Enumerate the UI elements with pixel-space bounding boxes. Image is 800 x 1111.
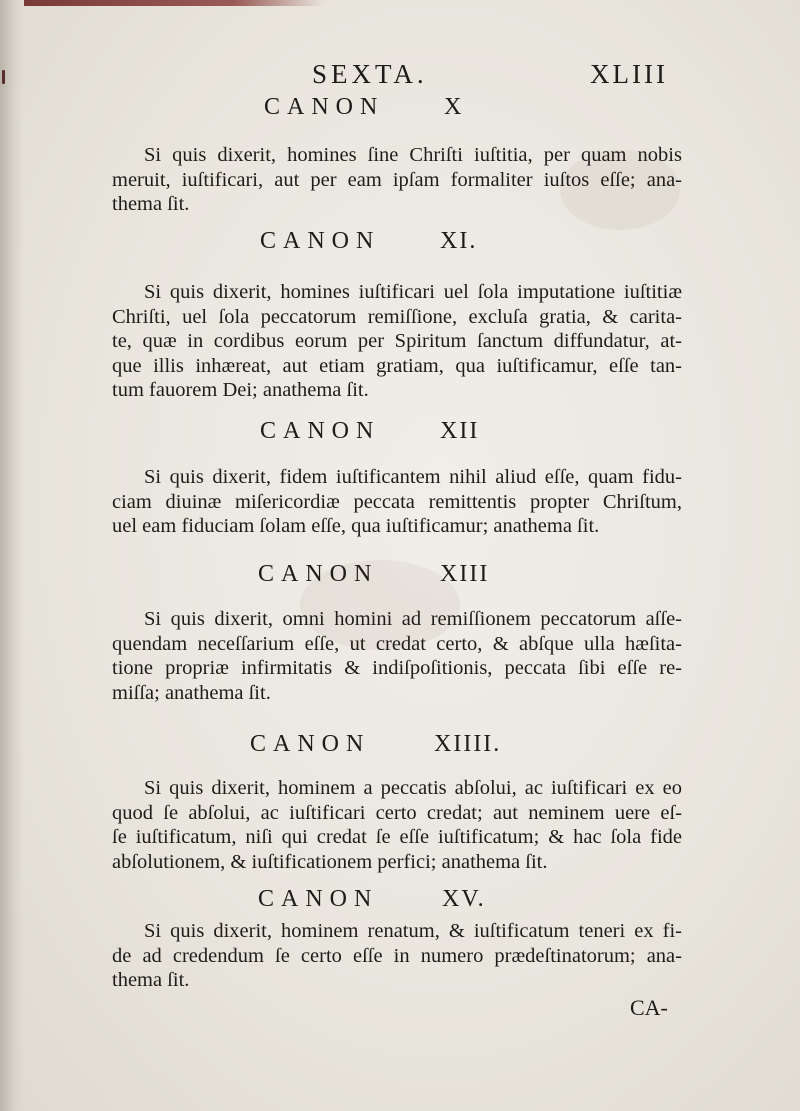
canon-number: XI. [440, 228, 478, 254]
canon-heading [260, 416, 480, 446]
text-line: miſſa; anathema ſit. [112, 681, 271, 704]
running-head-title: SEXTA. [312, 59, 428, 89]
text-line: uel eam fiduciam ſolam eſſe, qua iuſtificamur; anathema ſit. [112, 515, 600, 537]
canon-label: CANON [250, 731, 371, 757]
canon-heading [258, 559, 490, 589]
text-line: ciam diuinæ miſericordiæ peccata remittentis propter Chriſtum, [112, 490, 682, 513]
canon-number: X [444, 94, 464, 120]
canon-number: XV. [442, 886, 486, 912]
canon-number: XIII [440, 561, 490, 587]
canon-label: CANON [258, 886, 379, 912]
canon-label: CANON [260, 418, 381, 444]
text-line: quendam neceſſarium eſſe, ut credat certo, & abſque ulla hæſita- [112, 632, 682, 655]
canon-text [112, 919, 682, 993]
text-line: Si quis dixerit, homines iuſtificari uel ſola imputatione iuſtitiæ [144, 281, 682, 303]
canon-heading [250, 729, 502, 759]
text-line: thema ſit. [112, 193, 190, 215]
canon-label: CANON [260, 228, 381, 254]
text-line: que illis inhæreat, aut etiam gratiam, qua iuſtificamur, eſſe tan- [112, 354, 682, 377]
text-line: te, quæ in cordibus eorum per Spiritum ſanctum diffundatur, at- [112, 330, 682, 352]
text-line: abſolutionem, & iuſtificationem perfici; anathema ſit. [112, 850, 548, 873]
canon-heading [264, 92, 464, 122]
text-line: Si quis dixerit, fidem iuſtificantem nihil aliud eſſe, quam fidu- [144, 466, 682, 488]
text-line: Si quis dixerit, omni homini ad remiſſionem peccatorum aſſe- [144, 608, 682, 630]
text-line: tum fauorem Dei; anathema ſit. [112, 379, 369, 401]
text-line: thema ſit. [112, 969, 190, 991]
catchword: CA- [630, 995, 668, 1020]
folio-number: XLIII [590, 59, 668, 89]
binding-edge [24, 0, 324, 6]
text-line: Si quis dixerit, hominem a peccatis abſolui, ac iuſtificari ex eo [144, 777, 682, 799]
canon-label: CANON [264, 94, 385, 120]
margin-mark [2, 70, 5, 84]
text-line: Chriſti, uel ſola peccatorum remiſſione, excluſa gratia, & carita- [112, 305, 682, 328]
text-line: tione propriæ infirmitatis & indiſpoſitionis, peccata ſibi eſſe re- [112, 657, 682, 679]
text-line: meruit, iuſtificari, aut per eam ipſam formaliter iuſtos eſſe; ana- [112, 168, 682, 191]
canon-text [112, 143, 682, 217]
text-line: de ad credendum ſe certo eſſe in numero prædeſtinatorum; ana- [112, 944, 682, 967]
text-line: ſe iuſtificatum, niſi qui credat ſe eſſe iuſtificatum; & hac ſola fide [112, 826, 682, 848]
canon-text [112, 776, 682, 874]
canon-label: CANON [258, 561, 379, 587]
text-line: Si quis dixerit, homines ſine Chriſti iuſtitia, per quam nobis [144, 144, 682, 166]
canon-number: XIIII. [434, 731, 502, 757]
canon-number: XII [440, 418, 480, 444]
page-gutter-shadow [0, 0, 24, 1111]
canon-text [112, 280, 682, 403]
canon-heading [260, 226, 478, 256]
canon-text [112, 465, 682, 539]
text-line: Si quis dixerit, hominem renatum, & iuſtificatum teneri ex fi- [144, 920, 682, 942]
canon-heading [258, 884, 486, 914]
canon-text [112, 607, 682, 705]
text-line: quod ſe abſolui, ac iuſtificari certo credat; aut neminem uere eſ- [112, 801, 682, 824]
